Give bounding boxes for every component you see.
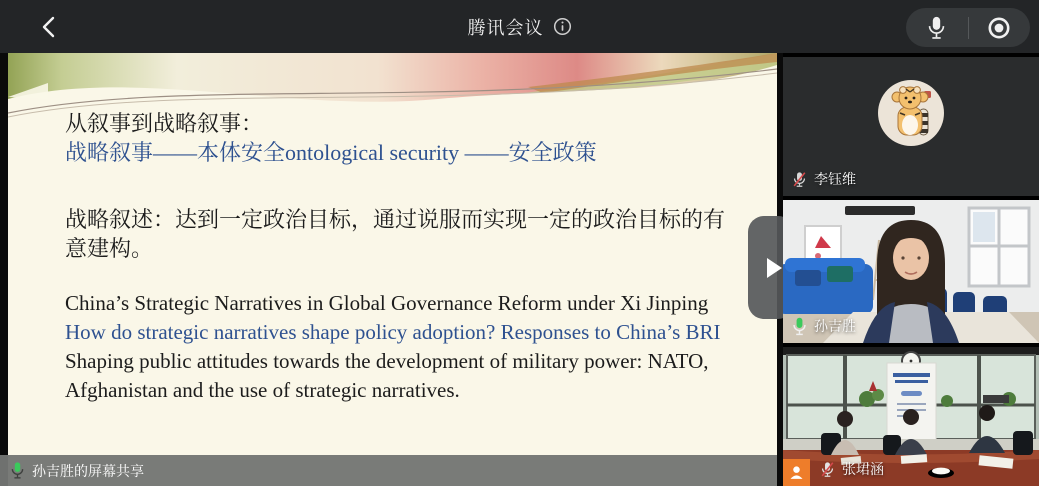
screen-share-status-bar bbox=[0, 455, 777, 486]
title-area bbox=[0, 0, 1039, 53]
top-bar bbox=[0, 0, 1039, 53]
info-icon[interactable] bbox=[553, 17, 572, 36]
slide-heading-cn: 从叙事到战略叙事： bbox=[65, 111, 264, 136]
slide-ref-2: How do strategic narratives shape policy adoption? Responses to China’s BRI bbox=[65, 320, 721, 344]
slide-ref-3: Shaping public attitudes towards the development of military power: NATO, Afghanistan and the use of strategic narratives. bbox=[65, 349, 709, 402]
participants-sidebar bbox=[783, 53, 1039, 486]
tiger-avatar-image bbox=[877, 79, 945, 147]
member-badge-icon bbox=[783, 459, 810, 486]
screen-share-view bbox=[0, 53, 783, 486]
record-button[interactable] bbox=[969, 8, 1031, 47]
meeting-title: 腾讯会议 bbox=[467, 17, 544, 38]
person-icon bbox=[788, 464, 805, 481]
banner bbox=[887, 363, 936, 445]
participant-tile-sunjisheng[interactable] bbox=[783, 200, 1039, 343]
avatar bbox=[783, 79, 1039, 147]
slide-ref-1: China’s Strategic Narratives in Global Governance Reform under Xi Jinping bbox=[65, 291, 709, 315]
microphone-button[interactable] bbox=[906, 8, 968, 47]
microphone-icon bbox=[926, 16, 947, 40]
microphone-active-icon bbox=[791, 317, 808, 336]
microphone-muted-icon bbox=[819, 461, 836, 478]
microphone-muted-icon bbox=[791, 171, 808, 188]
screen-share-label: 孙吉胜的屏幕共享 bbox=[32, 462, 144, 479]
chevron-right-icon bbox=[767, 258, 782, 278]
participant-name: 李钰维 bbox=[814, 171, 856, 187]
shared-slide bbox=[8, 53, 777, 486]
main-area bbox=[0, 53, 1039, 486]
slide-definition-paragraph: 战略叙述：达到一定政治目标，通过说服而实现一定的政治目标的有意建构。 bbox=[65, 207, 726, 261]
participant-name: 孙吉胜 bbox=[814, 318, 856, 334]
slide-subheading-blue: 战略叙事——本体安全ontological security ——安全政策 bbox=[65, 140, 597, 165]
participant-name: 张珺涵 bbox=[842, 461, 884, 477]
record-icon bbox=[987, 16, 1011, 40]
meeting-controls bbox=[906, 8, 1030, 47]
participant-tile-zhangjunhan[interactable] bbox=[783, 347, 1039, 486]
participant-tile-liyuwei[interactable] bbox=[783, 57, 1039, 196]
microphone-active-icon bbox=[10, 461, 25, 480]
slide-text-block bbox=[65, 109, 725, 405]
